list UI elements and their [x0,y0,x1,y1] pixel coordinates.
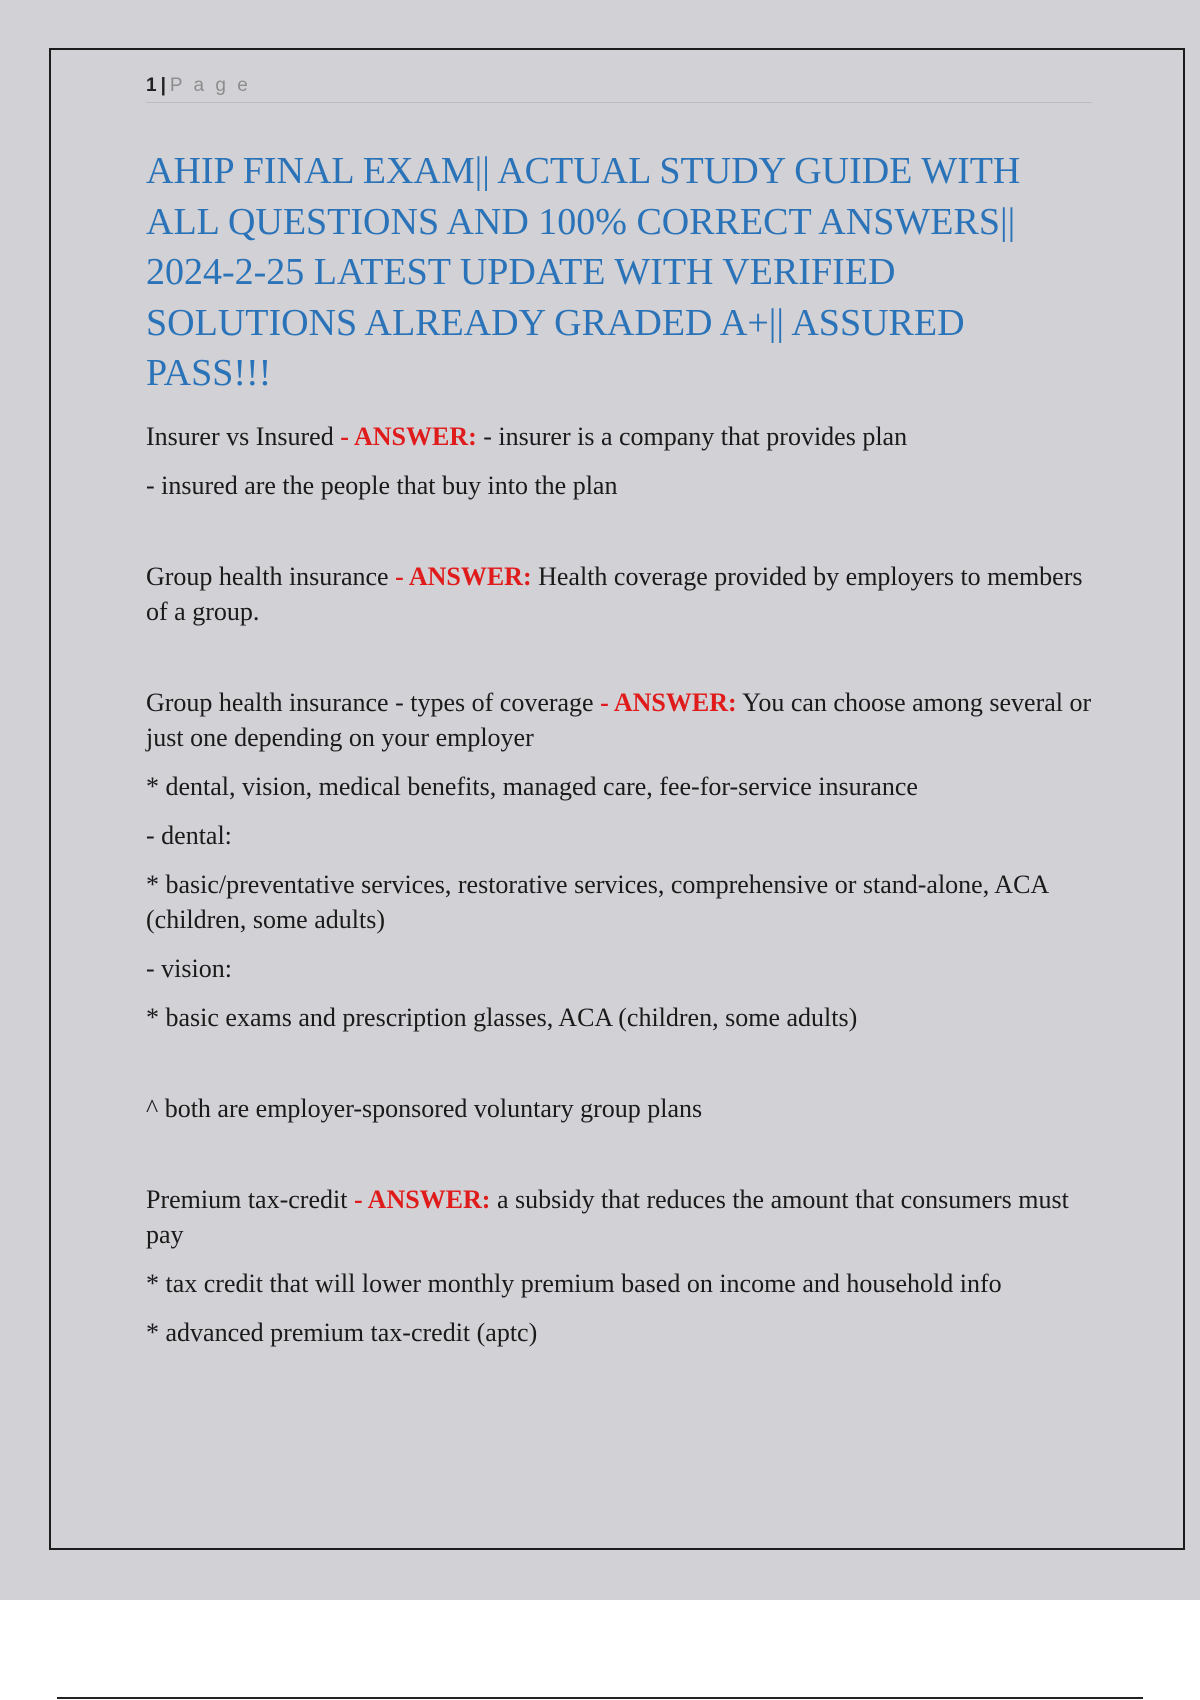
page-label: P a g e [169,75,251,96]
answer-label: - ANSWER: [600,687,737,717]
page-separator: | [160,75,166,96]
note-block [146,1091,1096,1126]
page-header [146,74,1092,103]
answer-label: - ANSWER: [340,421,477,451]
question-line [146,685,1096,755]
detail-line: * dental, vision, medical benefits, managed care, fee-for-service insurance [146,771,918,801]
qa-block [146,559,1096,629]
detail-line: * basic/preventative services, restorative services, comprehensive or stand-alone, ACA (children, some adults) [146,869,1048,934]
document-title: AHIP FINAL EXAM|| ACTUAL STUDY GUIDE WITH ALL QUESTIONS AND 100% CORRECT ANSWERS|| 2024-2-25 LATEST UPDATE WITH VERIFIED SOLUTIONS ALREADY GRADED A+|| ASSURED PASS!!! [146,150,1021,394]
answer-text: a subsidy that reduces the amount that consumers must pay [146,1184,1069,1249]
document-body [146,146,1096,1406]
detail-line: * advanced premium tax-credit (aptc) [146,1317,538,1347]
bottom-divider [57,1697,1143,1699]
answer-label: - ANSWER: [353,1184,491,1214]
qa-block [146,419,1096,503]
detail-line: * tax credit that will lower monthly premium based on income and household info [146,1268,1002,1298]
question-term: Group health insurance - types of coverage [146,687,594,717]
answer-text: - insurer is a company that provides plan [483,421,908,451]
question-line [146,1182,1096,1252]
detail-line: - vision: [146,953,232,983]
detail-line: - dental: [146,820,232,850]
detail-line: * basic exams and prescription glasses, ACA (children, some adults) [146,1002,858,1032]
page-number: 1 [146,75,157,96]
note-line: ^ both are employer-sponsored voluntary group plans [146,1093,703,1123]
question-line [146,559,1096,629]
question-term: Premium tax-credit [146,1184,348,1214]
answer-text: Health coverage provided by employers to members of a group. [146,561,1083,626]
answer-label: - ANSWER: [395,561,532,591]
qa-block [146,1182,1096,1350]
detail-line: - insured are the people that buy into the plan [146,470,618,500]
qa-block [146,685,1096,1035]
question-line [146,419,1096,454]
question-term: Insurer vs Insured [146,421,334,451]
answer-text: You can choose among several or just one depending on your employer [146,687,1092,752]
question-term: Group health insurance [146,561,389,591]
